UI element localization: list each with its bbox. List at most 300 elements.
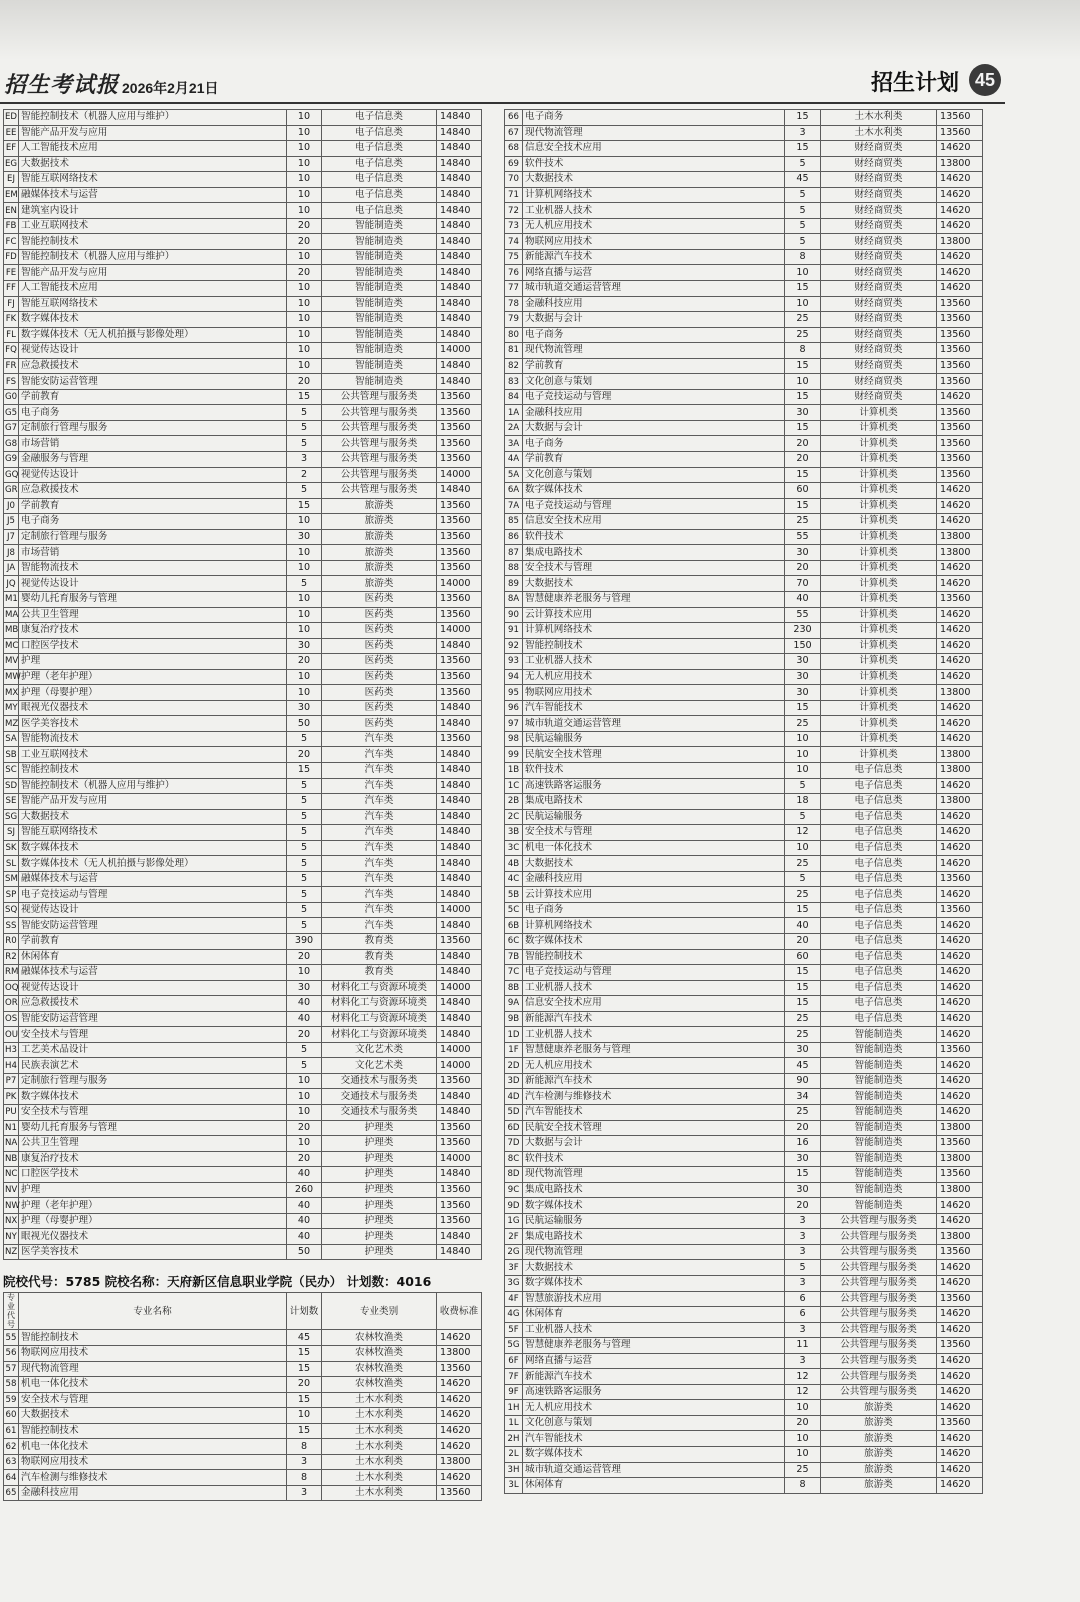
major-name: 无人机应用技术 [523, 218, 785, 234]
major-code: GR [4, 483, 19, 499]
major-name: 学前教育 [523, 452, 785, 468]
major-name: 大数据技术 [523, 856, 785, 872]
tuition-fee: 14840 [437, 141, 482, 157]
major-code: MX [4, 685, 19, 701]
major-category: 财经商贸类 [821, 187, 937, 203]
tuition-fee: 14620 [937, 731, 983, 747]
plan-count: 3 [287, 452, 322, 468]
table-row [4, 327, 482, 343]
major-name: 康复治疗技术 [19, 1151, 287, 1167]
tuition-fee: 13560 [437, 560, 482, 576]
tuition-fee: 14000 [437, 623, 482, 639]
table-row [505, 312, 983, 328]
tuition-fee: 14000 [437, 1058, 482, 1074]
major-category: 电子信息类 [821, 825, 937, 841]
major-category: 计算机类 [821, 731, 937, 747]
major-name: 信息安全技术应用 [523, 996, 785, 1012]
major-code: 86 [505, 529, 523, 545]
major-name: 软件技术 [523, 762, 785, 778]
tuition-fee: 13560 [437, 420, 482, 436]
major-name: 民航运输服务 [523, 731, 785, 747]
tuition-fee: 13560 [937, 405, 983, 421]
page-top-shade [0, 0, 1080, 60]
major-category: 智能制造类 [322, 281, 437, 297]
major-name: 智慧健康养老服务与管理 [523, 591, 785, 607]
major-category: 材料化工与资源环境类 [322, 1011, 437, 1027]
major-name: 智能互联网络技术 [19, 172, 287, 188]
plan-count: 10 [287, 545, 322, 561]
major-code: 6D [505, 1120, 523, 1136]
major-category: 旅游类 [322, 545, 437, 561]
tuition-fee: 13800 [437, 1454, 482, 1470]
table-row [505, 607, 983, 623]
plan-count: 5 [785, 778, 821, 794]
table-row [505, 172, 983, 188]
table-row [505, 452, 983, 468]
tuition-fee: 14620 [937, 249, 983, 265]
tuition-fee: 14620 [937, 1384, 983, 1400]
major-name: 城市轨道交通运营管理 [523, 1462, 785, 1478]
major-code: SG [4, 809, 19, 825]
major-code: 82 [505, 358, 523, 374]
plan-count: 10 [785, 840, 821, 856]
plan-count: 25 [785, 856, 821, 872]
plan-count: 10 [287, 249, 322, 265]
plan-count: 15 [785, 281, 821, 297]
tuition-fee: 14620 [437, 1439, 482, 1455]
major-category: 护理类 [322, 1213, 437, 1229]
major-code: J5 [4, 514, 19, 530]
plan-count: 5 [287, 809, 322, 825]
major-category: 计算机类 [821, 607, 937, 623]
plan-count: 15 [287, 498, 322, 514]
table-row [505, 110, 983, 126]
major-name: 休闲体育 [523, 1478, 785, 1494]
major-code: 5A [505, 467, 523, 483]
major-code: NC [4, 1167, 19, 1183]
major-name: 护理（老年护理） [19, 1198, 287, 1214]
plan-count: 5 [785, 218, 821, 234]
major-name: 人工智能技术应用 [19, 141, 287, 157]
major-code: 7A [505, 498, 523, 514]
plan-count: 3 [785, 1244, 821, 1260]
major-code: MV [4, 654, 19, 670]
plan-count: 20 [287, 374, 322, 390]
major-code: 9D [505, 1198, 523, 1214]
major-name: 数字媒体技术 [19, 312, 287, 328]
major-code: 69 [505, 156, 523, 172]
major-name: 口腔医学技术 [19, 638, 287, 654]
major-name: 智慧健康养老服务与管理 [523, 1338, 785, 1354]
table-row [505, 1338, 983, 1354]
plan-count: 12 [785, 1384, 821, 1400]
tuition-fee: 13560 [437, 654, 482, 670]
tuition-fee: 13560 [937, 1042, 983, 1058]
major-name: 学前教育 [523, 358, 785, 374]
major-category: 材料化工与资源环境类 [322, 1027, 437, 1043]
plan-count: 8 [287, 1439, 322, 1455]
major-name: 医学美容技术 [19, 716, 287, 732]
table-row [505, 1431, 983, 1447]
major-category: 智能制造类 [322, 312, 437, 328]
major-category: 智能制造类 [821, 1042, 937, 1058]
tuition-fee: 14000 [437, 576, 482, 592]
major-name: 电子商务 [523, 436, 785, 452]
major-category: 计算机类 [821, 436, 937, 452]
table-row [4, 794, 482, 810]
major-name: 护理（母婴护理） [19, 1213, 287, 1229]
plan-count: 45 [785, 1058, 821, 1074]
table-row [4, 996, 482, 1012]
plan-count: 3 [785, 1276, 821, 1292]
tuition-fee: 14840 [437, 203, 482, 219]
major-code: SJ [4, 825, 19, 841]
plan-count: 18 [785, 794, 821, 810]
table-row [4, 358, 482, 374]
tuition-fee: 13800 [937, 1182, 983, 1198]
major-category: 电子信息类 [821, 965, 937, 981]
major-code: 2G [505, 1244, 523, 1260]
table-row [505, 125, 983, 141]
tuition-fee: 13560 [437, 514, 482, 530]
tuition-fee: 14620 [937, 840, 983, 856]
major-name: 大数据技术 [523, 1260, 785, 1276]
major-code: 99 [505, 747, 523, 763]
major-category: 旅游类 [821, 1447, 937, 1463]
major-code: 80 [505, 327, 523, 343]
major-name: 民航运输服务 [523, 809, 785, 825]
major-name: 工业机器人技术 [523, 654, 785, 670]
major-name: 休闲体育 [19, 949, 287, 965]
major-code: P7 [4, 1073, 19, 1089]
tuition-fee: 14840 [437, 110, 482, 126]
plan-count: 90 [785, 1073, 821, 1089]
major-category: 汽车类 [322, 762, 437, 778]
major-name: 口腔医学技术 [19, 1167, 287, 1183]
plan-count: 390 [287, 933, 322, 949]
major-name: 护理（母婴护理） [19, 685, 287, 701]
major-code: NB [4, 1151, 19, 1167]
major-code: MA [4, 607, 19, 623]
major-name: 市场营销 [19, 545, 287, 561]
major-code: SB [4, 747, 19, 763]
major-code: NY [4, 1229, 19, 1245]
major-name: 智能互联网络技术 [19, 825, 287, 841]
major-code: 56 [4, 1346, 19, 1362]
major-code: SM [4, 871, 19, 887]
major-code: 4A [505, 452, 523, 468]
major-category: 智能制造类 [821, 1136, 937, 1152]
plan-count: 5 [785, 1260, 821, 1276]
major-code: MB [4, 623, 19, 639]
table-row [505, 358, 983, 374]
table-row [505, 1322, 983, 1338]
major-code: SE [4, 794, 19, 810]
plan-count: 15 [785, 902, 821, 918]
table-row [4, 825, 482, 841]
table-row [4, 1330, 482, 1346]
plan-count: 5 [287, 825, 322, 841]
major-name: 云计算技术应用 [523, 607, 785, 623]
plan-count: 3 [287, 1485, 322, 1501]
plan-count: 40 [287, 1198, 322, 1214]
major-name: 应急救援技术 [19, 358, 287, 374]
major-code: 70 [505, 172, 523, 188]
plan-count: 30 [287, 700, 322, 716]
tuition-fee: 14620 [937, 669, 983, 685]
major-name: 护理 [19, 1182, 287, 1198]
plan-count: 20 [287, 1120, 322, 1136]
major-category: 文化艺术类 [322, 1042, 437, 1058]
tuition-fee: 14840 [437, 1229, 482, 1245]
major-category: 电子信息类 [821, 1011, 937, 1027]
table-row [505, 529, 983, 545]
major-code: 72 [505, 203, 523, 219]
plan-count: 10 [287, 1136, 322, 1152]
major-category: 公共管理与服务类 [821, 1213, 937, 1229]
table-row [4, 933, 482, 949]
table-row [4, 871, 482, 887]
tuition-fee: 13560 [937, 374, 983, 390]
table-row [4, 467, 482, 483]
major-code: 9B [505, 1011, 523, 1027]
major-category: 智能制造类 [322, 296, 437, 312]
plan-count: 20 [287, 234, 322, 250]
plan-count: 10 [785, 762, 821, 778]
major-code: 95 [505, 685, 523, 701]
plan-count: 5 [785, 234, 821, 250]
table-row [505, 560, 983, 576]
major-name: 视觉传达设计 [19, 343, 287, 359]
table-row [4, 1454, 482, 1470]
table-row [505, 1447, 983, 1463]
major-name: 软件技术 [523, 1151, 785, 1167]
major-name: 人工智能技术应用 [19, 281, 287, 297]
tuition-fee: 13560 [937, 1167, 983, 1183]
major-name: 大数据与会计 [523, 420, 785, 436]
table-row [505, 545, 983, 561]
tuition-fee: 13560 [437, 1213, 482, 1229]
major-name: 计算机网络技术 [523, 918, 785, 934]
major-code: 4G [505, 1307, 523, 1323]
major-name: 云计算技术应用 [523, 887, 785, 903]
tuition-fee: 14840 [437, 949, 482, 965]
major-category: 农林牧渔类 [322, 1346, 437, 1362]
table-row [4, 654, 482, 670]
tuition-fee: 14000 [437, 980, 482, 996]
table-row [505, 1073, 983, 1089]
tuition-fee: 13560 [437, 436, 482, 452]
plan-count: 20 [785, 1415, 821, 1431]
major-code: G7 [4, 420, 19, 436]
major-name: 电子商务 [523, 902, 785, 918]
table-row [505, 576, 983, 592]
table-row [4, 514, 482, 530]
major-code: 96 [505, 700, 523, 716]
major-name: 建筑室内设计 [19, 203, 287, 219]
major-category: 公共管理与服务类 [322, 420, 437, 436]
major-name: 现代物流管理 [523, 343, 785, 359]
tuition-fee: 14000 [437, 902, 482, 918]
major-name: 数字媒体技术 [523, 1447, 785, 1463]
table-row [505, 187, 983, 203]
major-category: 财经商贸类 [821, 156, 937, 172]
major-category: 财经商贸类 [821, 374, 937, 390]
major-name: 视觉传达设计 [19, 980, 287, 996]
major-category: 土木水利类 [821, 125, 937, 141]
tuition-fee: 13800 [937, 234, 983, 250]
plan-count: 20 [287, 218, 322, 234]
plan-count: 10 [785, 1447, 821, 1463]
tuition-fee: 14620 [937, 716, 983, 732]
plan-count: 20 [785, 1120, 821, 1136]
major-category: 旅游类 [821, 1400, 937, 1416]
major-code: MZ [4, 716, 19, 732]
major-code: 83 [505, 374, 523, 390]
table-row [4, 700, 482, 716]
table-row [505, 374, 983, 390]
major-code: 9A [505, 996, 523, 1012]
major-category: 电子信息类 [821, 840, 937, 856]
major-category: 智能制造类 [322, 343, 437, 359]
major-code: 2F [505, 1229, 523, 1245]
table-row [505, 296, 983, 312]
plan-count: 10 [287, 685, 322, 701]
tuition-fee: 13560 [937, 358, 983, 374]
tuition-fee: 14840 [437, 1244, 482, 1260]
plan-count: 70 [785, 576, 821, 592]
major-name: 高速铁路客运服务 [523, 778, 785, 794]
plan-count: 45 [785, 172, 821, 188]
major-category: 公共管理与服务类 [821, 1291, 937, 1307]
major-category: 财经商贸类 [821, 203, 937, 219]
major-category: 医药类 [322, 716, 437, 732]
tuition-fee: 13800 [937, 1120, 983, 1136]
tuition-fee: 13560 [437, 1136, 482, 1152]
major-code: 3G [505, 1276, 523, 1292]
table-row [505, 327, 983, 343]
major-code: M1 [4, 591, 19, 607]
major-code: 5F [505, 1322, 523, 1338]
plan-count: 30 [287, 980, 322, 996]
tuition-fee: 13560 [437, 1182, 482, 1198]
tuition-fee: 13560 [937, 110, 983, 126]
plan-count: 12 [785, 1369, 821, 1385]
tuition-fee: 14840 [437, 358, 482, 374]
major-code: FB [4, 218, 19, 234]
major-category: 旅游类 [322, 498, 437, 514]
table-row [505, 1400, 983, 1416]
plan-count: 10 [287, 1408, 322, 1424]
plan-count: 15 [785, 358, 821, 374]
major-category: 财经商贸类 [821, 141, 937, 157]
major-category: 汽车类 [322, 887, 437, 903]
major-category: 公共管理与服务类 [821, 1229, 937, 1245]
table-row [4, 281, 482, 297]
table-row [4, 156, 482, 172]
table-row [4, 778, 482, 794]
major-code: 3L [505, 1478, 523, 1494]
major-category: 财经商贸类 [821, 234, 937, 250]
major-category: 财经商贸类 [821, 218, 937, 234]
major-code: R0 [4, 933, 19, 949]
major-category: 教育类 [322, 933, 437, 949]
tuition-fee: 14620 [937, 1322, 983, 1338]
major-code: 63 [4, 1454, 19, 1470]
table-row [4, 1120, 482, 1136]
table-row [505, 1213, 983, 1229]
table-row [505, 1182, 983, 1198]
plan-count: 3 [785, 1322, 821, 1338]
plan-count: 5 [287, 420, 322, 436]
major-name: 智能控制技术 [19, 234, 287, 250]
major-code: 1C [505, 778, 523, 794]
major-category: 农林牧渔类 [322, 1361, 437, 1377]
major-code: 62 [4, 1439, 19, 1455]
major-category: 计算机类 [821, 560, 937, 576]
major-name: 数字媒体技术（无人机拍摄与影像处理） [19, 856, 287, 872]
tuition-fee: 14620 [937, 1260, 983, 1276]
major-category: 计算机类 [821, 669, 937, 685]
major-name: 民航运输服务 [523, 1213, 785, 1229]
plan-count: 15 [785, 965, 821, 981]
major-code: FR [4, 358, 19, 374]
table-row [4, 607, 482, 623]
major-name: 数字媒体技术 [523, 483, 785, 499]
major-code: OU [4, 1027, 19, 1043]
major-category: 土木水利类 [322, 1470, 437, 1486]
plan-count: 55 [785, 607, 821, 623]
plan-count: 8 [785, 249, 821, 265]
tuition-fee: 14620 [937, 389, 983, 405]
tuition-fee: 14840 [437, 700, 482, 716]
plan-count: 15 [785, 467, 821, 483]
major-category: 土木水利类 [322, 1439, 437, 1455]
major-category: 电子信息类 [821, 933, 937, 949]
tuition-fee: 14840 [437, 234, 482, 250]
major-code: 92 [505, 638, 523, 654]
plan-count: 15 [785, 980, 821, 996]
table-row [4, 591, 482, 607]
major-category: 旅游类 [322, 514, 437, 530]
table-row [505, 389, 983, 405]
table-row [4, 545, 482, 561]
tuition-fee: 14620 [937, 1089, 983, 1105]
plan-count: 30 [785, 654, 821, 670]
tuition-fee: 14840 [437, 965, 482, 981]
major-category: 旅游类 [322, 576, 437, 592]
table-row [505, 794, 983, 810]
tuition-fee: 14620 [937, 498, 983, 514]
plan-count: 20 [287, 1377, 322, 1393]
plan-count: 10 [287, 343, 322, 359]
major-code: FE [4, 265, 19, 281]
major-name: 电子竞技运动与管理 [523, 498, 785, 514]
tuition-fee: 13560 [937, 420, 983, 436]
major-category: 智能制造类 [322, 265, 437, 281]
major-name: 无人机应用技术 [523, 669, 785, 685]
major-category: 教育类 [322, 965, 437, 981]
major-code: 85 [505, 514, 523, 530]
major-name: 新能源汽车技术 [523, 249, 785, 265]
plan-count: 25 [785, 327, 821, 343]
major-code: 68 [505, 141, 523, 157]
major-code: NZ [4, 1244, 19, 1260]
major-name: 视觉传达设计 [19, 467, 287, 483]
major-category: 电子信息类 [821, 794, 937, 810]
issue-date: 2026年2月21日 [122, 80, 219, 96]
major-code: G8 [4, 436, 19, 452]
